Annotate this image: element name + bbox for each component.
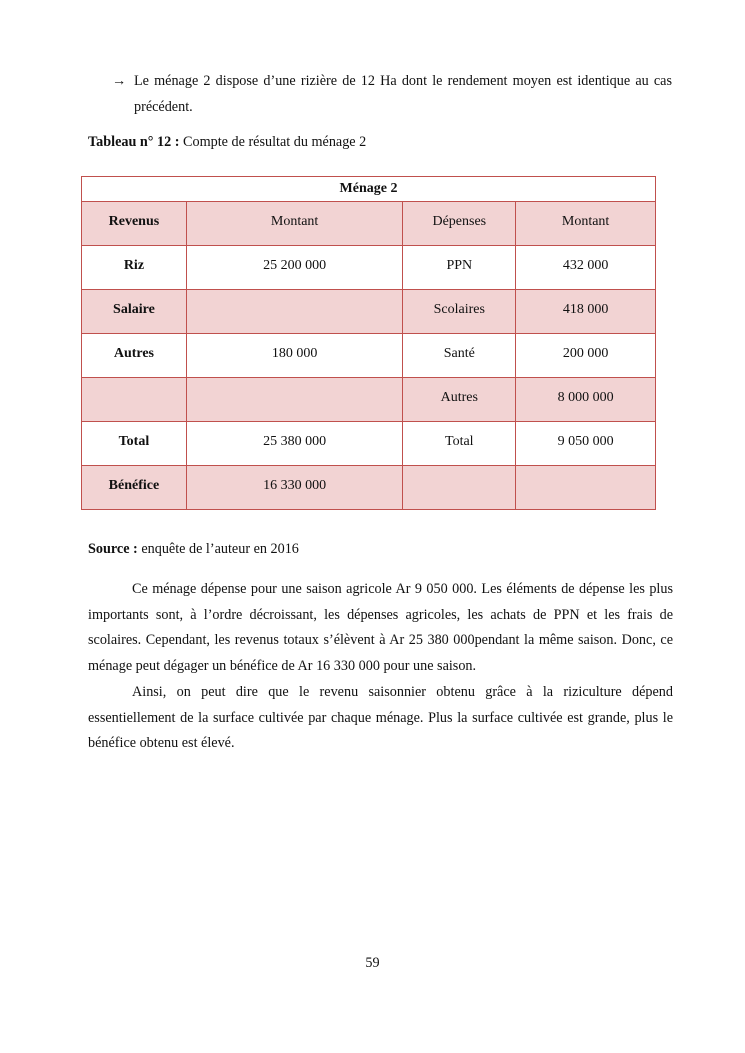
table-cell <box>403 466 516 510</box>
table-cell: Total <box>403 422 516 466</box>
caption-text: Compte de résultat du ménage 2 <box>179 134 367 150</box>
table-cell <box>186 290 403 334</box>
table-title: Ménage 2 <box>82 177 656 202</box>
page-number: 59 <box>365 955 380 971</box>
header-cell: Dépenses <box>403 202 516 246</box>
table-row <box>82 422 656 466</box>
table-cell: Autres <box>403 378 516 422</box>
header-cell: Montant <box>516 202 656 246</box>
paragraph <box>88 577 673 679</box>
table-row <box>82 466 656 510</box>
table-cell: 418 000 <box>516 290 656 334</box>
header-cell: Revenus <box>82 202 187 246</box>
table-cell: Total <box>82 422 187 466</box>
table-cell: Riz <box>82 246 187 290</box>
table-cell: 180 000 <box>186 334 403 378</box>
source-text: enquête de l’auteur en 2016 <box>137 541 299 557</box>
income-statement-table <box>81 176 656 510</box>
table-cell <box>186 378 403 422</box>
caption-label: Tableau n° 12 : <box>88 134 180 150</box>
table-cell <box>82 378 187 422</box>
table-cell: Scolaires <box>403 290 516 334</box>
header-row <box>82 202 656 246</box>
table-row <box>82 334 656 378</box>
table-cell: Autres <box>82 334 187 378</box>
paragraph-text: Ce ménage dépense pour une saison agricole Ar 9 050 000. Les éléments de dépense les plus importants sont, à l’ordre décroissant, les dépenses agricoles, les achats de PPN et les frais de scolaires. Cependant, les revenus totaux s’élèvent à Ar 25 380 000pendant la même saison. Donc, ce ménage peut dégager un bénéfice de Ar 16 330 000 pour une saison. <box>88 581 673 674</box>
bullet-item <box>112 68 672 120</box>
arrow-icon: → <box>112 73 127 89</box>
table-row <box>82 246 656 290</box>
paragraph <box>88 680 673 757</box>
table-cell: 25 200 000 <box>186 246 403 290</box>
paragraph-text: Ainsi, on peut dire que le revenu saisonnier obtenu grâce à la riziculture dépend essentiellement de la surface cultivée par chaque ménage. Plus la surface cultivée est grande, plus le bénéfice obtenu est élevé. <box>88 684 673 751</box>
table-row <box>82 378 656 422</box>
table-cell: 432 000 <box>516 246 656 290</box>
table-cell: 16 330 000 <box>186 466 403 510</box>
table-cell: Salaire <box>82 290 187 334</box>
source-note <box>88 541 299 558</box>
header-cell: Montant <box>186 202 403 246</box>
table-cell: 200 000 <box>516 334 656 378</box>
bullet-text: Le ménage 2 dispose d’une rizière de 12 Ha dont le rendement moyen est identique au cas précédent. <box>134 73 672 115</box>
table-cell: PPN <box>403 246 516 290</box>
table-cell: Bénéfice <box>82 466 187 510</box>
source-label: Source : <box>88 541 138 557</box>
table-row <box>82 290 656 334</box>
table-cell: 9 050 000 <box>516 422 656 466</box>
table-cell: 25 380 000 <box>186 422 403 466</box>
table-cell: 8 000 000 <box>516 378 656 422</box>
table-cell: Santé <box>403 334 516 378</box>
table-caption <box>88 134 366 151</box>
table-cell <box>516 466 656 510</box>
